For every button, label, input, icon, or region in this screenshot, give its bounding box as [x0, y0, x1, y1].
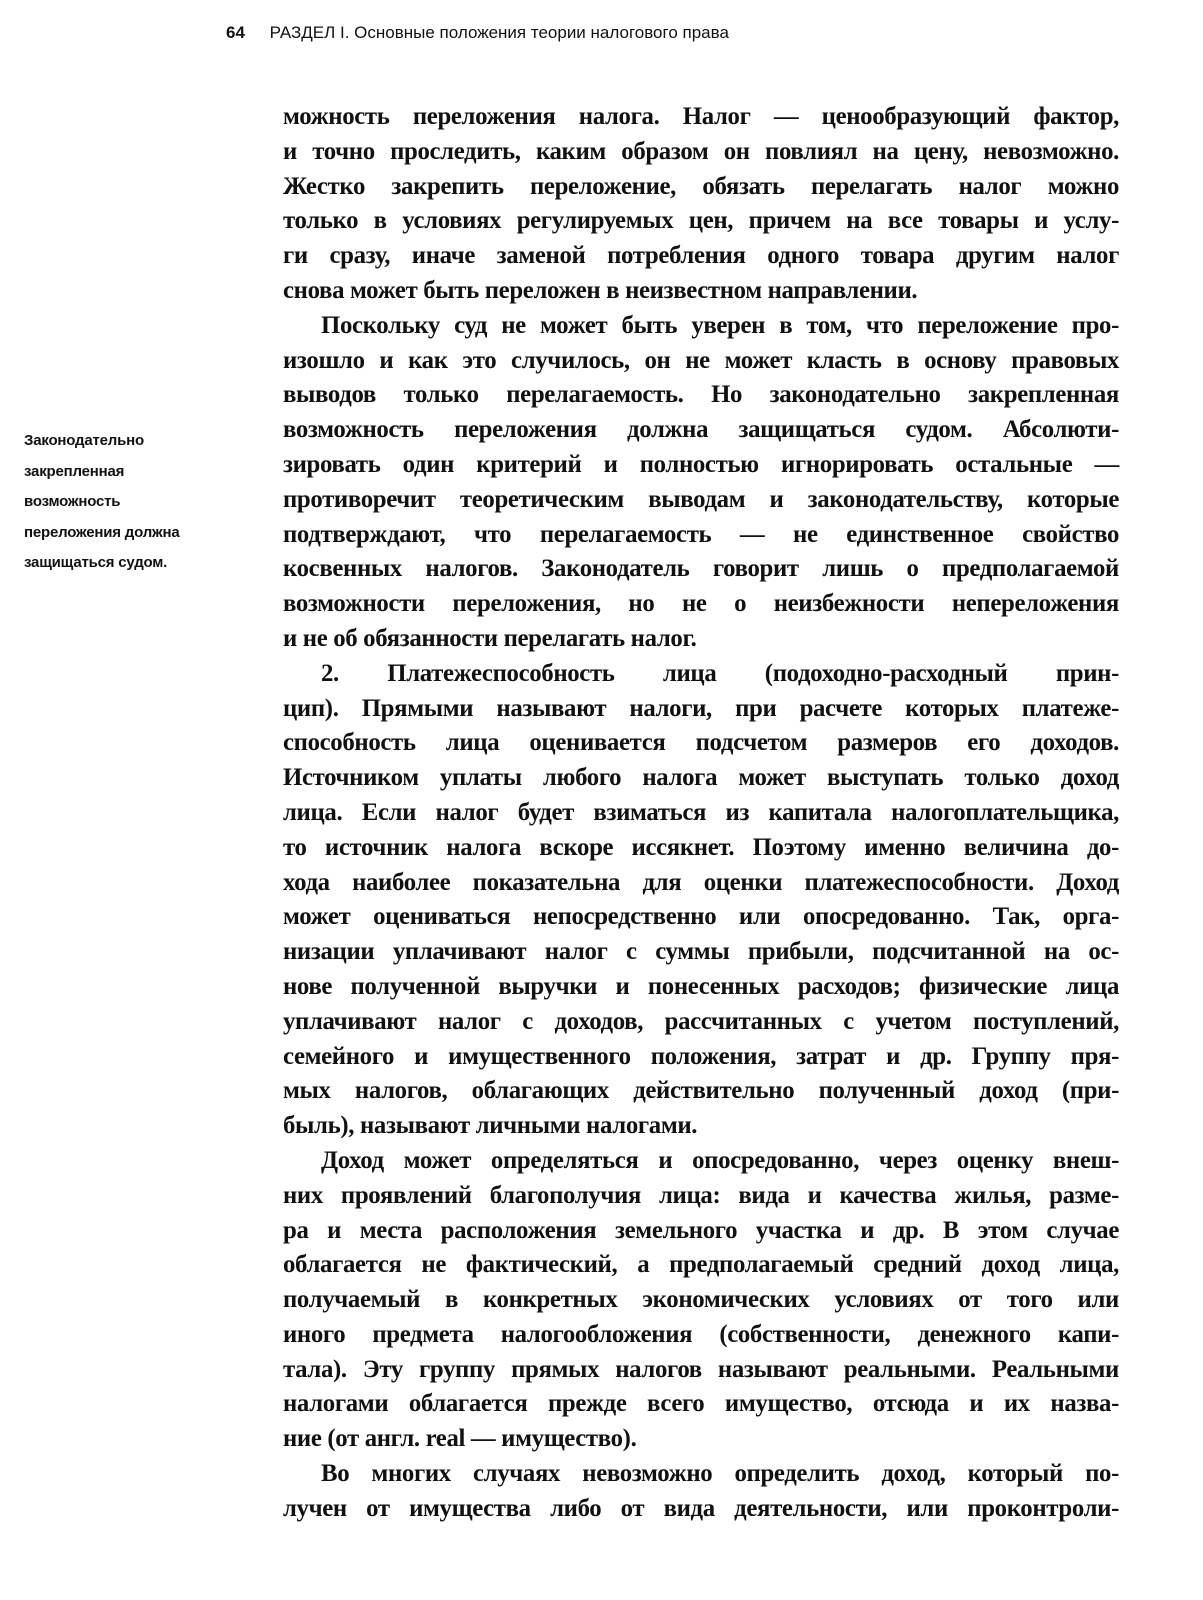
text-line: противоречит теоретическим выводам и законодательству, которые — [283, 485, 1119, 513]
text-line: то источник налога вскоре иссякнет. Поэтому именно величина до- — [283, 833, 1119, 861]
text-line: хода наиболее показательна для оценки платежеспособности. Доход — [283, 868, 1119, 896]
text-line: изошло и как это случилось, он не может класть в основу правовых — [283, 346, 1119, 374]
text-line: и точно проследить, каким образом он повлиял на цену, невозможно. — [283, 137, 1119, 165]
text-line: быль), называют личными налогами. — [283, 1112, 698, 1140]
page-header — [226, 19, 729, 47]
text-line: только в условиях регулируемых цен, причем на все товары и услу- — [283, 207, 1119, 235]
margin-note-line: переложения должна — [24, 523, 180, 541]
running-title: РАЗДЕЛ I. Основные положения теории налогового права — [269, 23, 729, 42]
body-text — [283, 100, 1119, 1527]
text-line: низации уплачивают налог с суммы прибыли, подсчитанной на ос- — [283, 938, 1119, 966]
text-line: ги сразу, иначе заменой потребления одного товара другим налог — [283, 242, 1119, 270]
text-line: снова может быть переложен в неизвестном направлении. — [283, 276, 918, 304]
text-line: уплачивают налог с доходов, рассчитанных с учетом поступлений, — [283, 1007, 1119, 1035]
text-line: мых налогов, облагающих действительно полученный доход (при- — [283, 1077, 1119, 1105]
text-line: 2. Платежеспособность лица (подоходно-расходный прин- — [321, 659, 1119, 687]
text-line: лица. Если налог будет взиматься из капитала налогоплательщика, — [283, 798, 1119, 826]
text-line: Источником уплаты любого налога может выступать только доход — [283, 764, 1119, 792]
text-line: косвенных налогов. Законодатель говорит лишь о предполагаемой — [283, 555, 1119, 583]
margin-note-line: защищаться судом. — [24, 554, 168, 571]
margin-note-line: закрепленная — [24, 462, 125, 480]
text-line: Во многих случаях невозможно определить доход, который по- — [321, 1460, 1119, 1488]
text-line: подтверждают, что перелагаемость — не единственное свойство — [283, 520, 1119, 548]
text-line: облагается не фактический, а предполагаемый средний доход лица, — [283, 1251, 1119, 1279]
margin-note-line: Законодательно — [24, 432, 144, 449]
text-line: них проявлений благополучия лица: вида и качества жилья, разме- — [283, 1181, 1119, 1209]
text-line: ние (от англ. real — имущество). — [283, 1425, 637, 1453]
text-line: и не об обязанности перелагать налог. — [283, 624, 697, 652]
text-line: Поскольку суд не может быть уверен в том, что переложение про- — [321, 311, 1119, 339]
text-line: нове полученной выручки и понесенных расходов; физические лица — [283, 972, 1119, 1000]
text-line: можность переложения налога. Налог — ценообразующий фактор, — [283, 103, 1119, 130]
text-line: возможность переложения должна защищаться судом. Абсолюти- — [283, 416, 1119, 444]
margin-note — [24, 426, 250, 579]
text-line: тала). Эту группу прямых налогов называют реальными. Реальными — [283, 1355, 1119, 1383]
text-line: получаемый в конкретных экономических условиях от того или — [283, 1286, 1119, 1314]
text-line: семейного и имущественного положения, затрат и др. Группу пря- — [283, 1042, 1119, 1070]
text-line: Доход может определяться и опосредованно, через оценку внеш- — [321, 1146, 1119, 1174]
text-line: может оцениваться непосредственно или опосредованно. Так, орга- — [283, 903, 1119, 931]
text-line: налогами облагается прежде всего имущество, отсюда и их назва- — [283, 1390, 1119, 1418]
text-line: выводов только перелагаемость. Но законодательно закрепленная — [283, 381, 1119, 409]
text-line: способность лица оценивается подсчетом размеров его доходов. — [283, 729, 1119, 757]
text-line: возможности переложения, но не о неизбежности непереложения — [283, 590, 1119, 618]
text-line: зировать один критерий и полностью игнорировать остальные — — [283, 450, 1119, 478]
text-line: Жестко закрепить переложение, обязать перелагать налог можно — [283, 172, 1119, 200]
margin-note-line: возможность — [24, 493, 121, 510]
text-line: иного предмета налогообложения (собственности, денежного капи- — [283, 1320, 1119, 1348]
text-line: цип). Прямыми называют налоги, при расчете которых платеже- — [283, 694, 1119, 722]
page-number: 64 — [226, 23, 245, 42]
text-line: лучен от имущества либо от вида деятельности, или проконтроли- — [283, 1494, 1119, 1522]
text-line: ра и места расположения земельного участка и др. В этом случае — [283, 1216, 1119, 1244]
